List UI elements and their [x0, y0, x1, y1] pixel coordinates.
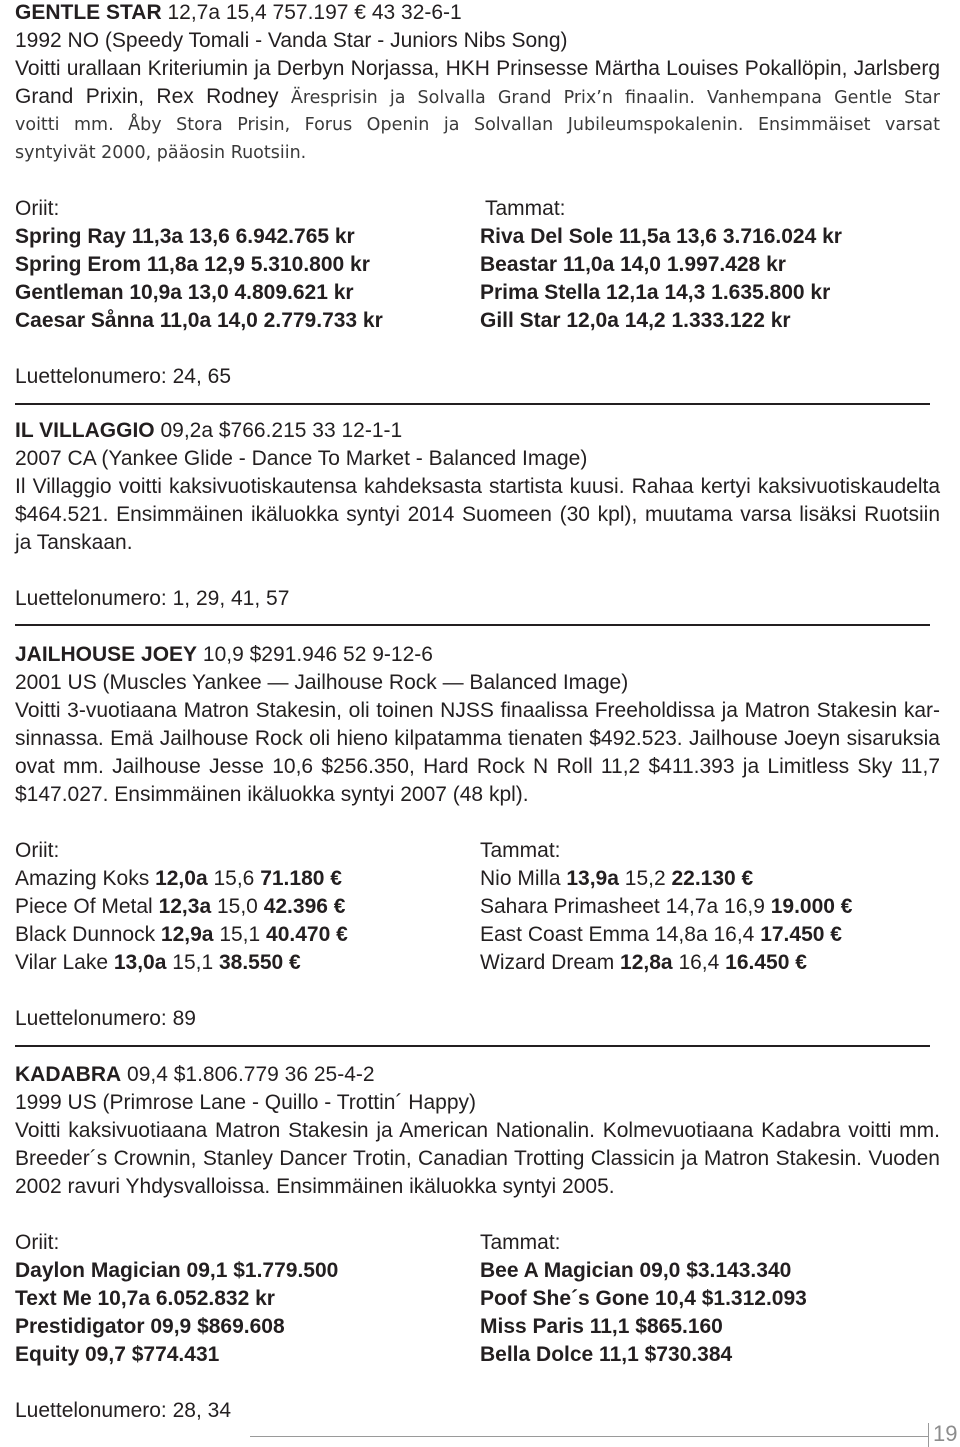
description-line: Il Villaggio voitti kaksivuotiskautensa kahdeksasta startista kuusi. Rahaa kertyi kaksivuotiskaudelta [15, 475, 940, 498]
horse-entry-kadabra [15, 1061, 945, 1425]
description-line: voitti mm. Åby Stora Prisin, Forus Openin ja Solvallan Jubileumspokalenin. Ensimmäiset varsat [15, 115, 940, 135]
offspring-item: Equity 09,7 $774.431 [15, 1343, 220, 1366]
offspring-item: Daylon Magician 09,1 $1.779.500 [15, 1259, 339, 1282]
offspring-name: Sahara Primasheet [480, 895, 660, 918]
horse-name: GENTLE STAR [15, 1, 162, 24]
horse-entry-jailhouse-joey [15, 641, 945, 1033]
description-text: Grand Prixin, Rex Rodney [15, 85, 279, 108]
offspring-earnings: 16.450 € [725, 951, 807, 974]
offspring-item: Bee A Magician 09,0 $3.143.340 [480, 1259, 792, 1282]
mares-column [480, 195, 945, 335]
catalog-number-line [15, 1005, 945, 1033]
offspring-item [480, 893, 945, 921]
pedigree-line: 2007 CA (Yankee Glide - Dance To Market - Balanced Image) [15, 447, 588, 470]
offspring-name: Nio Milla [480, 867, 561, 890]
horse-name: KADABRA [15, 1063, 122, 1086]
description-line: $147.027. Ensimmäinen ikäluokka syntyi 2007 (48 kpl). [15, 783, 529, 806]
offspring-name: Wizard Dream [480, 951, 615, 974]
offspring-item: Prestidigator 09,9 $869.608 [15, 1315, 285, 1338]
offspring-item [15, 921, 480, 949]
offspring-record: 12,8a [620, 951, 673, 974]
offspring-record: 12,3a [158, 895, 212, 918]
horse-stats: 10,9 $291.946 52 9-12-6 [202, 643, 433, 666]
offspring-item: Gill Star 12,0a 14,2 1.333.122 kr [480, 309, 791, 332]
offspring-record: 14,8a [655, 923, 708, 946]
description-line: Voitti kaksivuotiaana Matron Stakesin ja American Nationalin. Kolmevuotiaana Kadabra voitti mm. [15, 1119, 940, 1142]
horse-stats: 09,4 $1.806.779 36 25-4-2 [127, 1063, 375, 1086]
horse-entry-il-villaggio [15, 417, 945, 613]
catalog-label: Luettelonumero: [15, 1399, 167, 1422]
offspring-item: Beastar 11,0a 14,0 1.997.428 kr [480, 253, 786, 276]
description-line: Voitti 3-vuotiaana Matron Stakesin, oli toinen NJSS finaalissa Freeholdissa ja Matron Stakesin kar- [15, 699, 940, 722]
description-line: Voitti urallaan Kriteriumin ja Derbyn Norjassa, HKH Prinsesse Märtha Louises Pokallöpin, Jarlsberg [15, 57, 940, 80]
offspring-name: Piece Of Metal [15, 895, 153, 918]
offspring-item: Miss Paris 11,1 $865.160 [480, 1315, 723, 1338]
offspring-name: Black Dunnock [15, 923, 156, 946]
horse-heading [15, 1061, 945, 1089]
offspring-item [480, 921, 945, 949]
offspring-item: Prima Stella 12,1a 14,3 1.635.800 kr [480, 281, 831, 304]
offspring-earnings: 42.396 € [263, 895, 346, 918]
offspring-record: 12,9a [160, 923, 214, 946]
offspring-columns [15, 1229, 945, 1369]
description-line: Breeder´s Crownin, Stanley Dancer Trotin, Canadian Trotting Classicin ja Matron Stakesin. Vuoden [15, 1147, 940, 1170]
offspring-item: Text Me 10,7a 6.052.832 kr [15, 1287, 275, 1310]
sires-column [15, 1229, 480, 1369]
section-divider [15, 1045, 930, 1047]
offspring-record-2: 15,2 [624, 867, 666, 890]
sires-label: Oriit: [15, 839, 60, 862]
offspring-record-2: 15,0 [216, 895, 258, 918]
description-line [15, 83, 945, 111]
horse-stats: 09,2a $766.215 33 12-1-1 [160, 419, 403, 442]
offspring-record: 12,0a [155, 867, 208, 890]
page-number: 19 [933, 1421, 958, 1446]
offspring-item: Bella Dolce 11,1 $730.384 [480, 1343, 733, 1366]
sires-label: Oriit: [15, 1231, 60, 1254]
section-divider [15, 624, 930, 626]
offspring-item: Spring Ray 11,3a 13,6 6.942.765 kr [15, 225, 355, 248]
offspring-name: Vilar Lake [15, 951, 109, 974]
catalog-number-line [15, 363, 945, 391]
catalog-number-line [15, 1397, 945, 1425]
offspring-record: 13,0a [113, 951, 167, 974]
mares-label: Tammat: [485, 197, 566, 220]
offspring-earnings: 19.000 € [770, 895, 853, 918]
sires-column [15, 837, 480, 977]
footer-rule-vertical [928, 1423, 929, 1447]
section-divider [15, 403, 930, 405]
horse-name: IL VILLAGGIO [15, 419, 155, 442]
offspring-record-2: 15,1 [219, 923, 261, 946]
description-line: sinnassa. Emä Jailhouse Rock oli hieno kilpatamma tienaten $492.523. Jailhouse Joeyn sisaruksia [15, 727, 940, 750]
catalog-numbers: 1, 29, 41, 57 [172, 587, 290, 610]
offspring-columns [15, 195, 945, 335]
offspring-item: Spring Erom 11,8a 12,9 5.310.800 kr [15, 253, 370, 276]
catalog-label: Luettelonumero: [15, 587, 167, 610]
description-text: Äresprisin ja Solvalla Grand Prix’n finaalin. Vanhempana Gentle Star [290, 88, 940, 108]
footer-rule [250, 1436, 928, 1437]
offspring-item [15, 893, 480, 921]
horse-entry-gentle-star [15, 0, 945, 391]
offspring-earnings: 40.470 € [266, 923, 348, 946]
horse-heading [15, 417, 945, 445]
offspring-item [480, 949, 945, 977]
pedigree-line: 1992 NO (Speedy Tomali - Vanda Star - Juniors Nibs Song) [15, 29, 568, 52]
mares-column [480, 837, 945, 977]
catalog-number-line [15, 585, 945, 613]
pedigree-line: 1999 US (Primrose Lane - Quillo - Trottin´ Happy) [15, 1091, 477, 1114]
offspring-earnings: 38.550 € [218, 951, 301, 974]
offspring-item: Riva Del Sole 11,5a 13,6 3.716.024 kr [480, 225, 842, 248]
offspring-earnings: 17.450 € [760, 923, 842, 946]
horse-name: JAILHOUSE JOEY [15, 643, 198, 666]
description-line: ovat mm. Jailhouse Jesse 10,6 $256.350, Hard Rock N Roll 11,2 $411.393 ja Limitless Sky 11,7 [15, 755, 940, 778]
offspring-record-2: 16,4 [713, 923, 755, 946]
horse-heading [15, 641, 945, 669]
sires-column [15, 195, 480, 335]
horse-stats: 12,7a 15,4 757.197 € 43 32-6-1 [167, 1, 462, 24]
description-line: ja Tanskaan. [15, 531, 133, 554]
mares-label: Tammat: [480, 839, 561, 862]
offspring-record-2: 15,1 [172, 951, 214, 974]
catalog-numbers: 28, 34 [172, 1399, 232, 1422]
offspring-earnings: 22.130 € [671, 867, 754, 890]
catalog-numbers: 89 [172, 1007, 196, 1030]
description-line: 2002 ravuri Yhdysvalloissa. Ensimmäinen ikäluokka syntyi 2005. [15, 1175, 615, 1198]
offspring-earnings: 71.180 € [260, 867, 342, 890]
offspring-item [480, 865, 945, 893]
catalog-numbers: 24, 65 [172, 365, 232, 388]
offspring-record-2: 16,9 [724, 895, 765, 918]
offspring-item: Caesar Sånna 11,0a 14,0 2.779.733 kr [15, 309, 383, 332]
offspring-record-2: 15,6 [213, 867, 255, 890]
pedigree-line: 2001 US (Muscles Yankee — Jailhouse Rock — Balanced Image) [15, 671, 629, 694]
horse-heading [15, 0, 945, 27]
offspring-name: East Coast Emma [480, 923, 650, 946]
offspring-record: 13,9a [566, 867, 619, 890]
sires-label: Oriit: [15, 197, 60, 220]
mares-column [480, 1229, 945, 1369]
offspring-record-2: 16,4 [678, 951, 720, 974]
offspring-item [15, 865, 480, 893]
mares-label: Tammat: [480, 1231, 561, 1254]
offspring-item: Poof She´s Gone 10,4 $1.312.093 [480, 1287, 807, 1310]
catalog-label: Luettelonumero: [15, 365, 167, 388]
offspring-columns [15, 837, 945, 977]
offspring-item [15, 949, 480, 977]
description-line: syntyivät 2000, pääosin Ruotsiin. [15, 143, 307, 163]
catalog-label: Luettelonumero: [15, 1007, 167, 1030]
offspring-name: Amazing Koks [15, 867, 150, 890]
description-line: $464.521. Ensimmäinen ikäluokka syntyi 2014 Suomeen (30 kpl), muutama varsa lisäksi Ruotsiin [15, 503, 940, 526]
offspring-item: Gentleman 10,9a 13,0 4.809.621 kr [15, 281, 354, 304]
offspring-record: 14,7a [665, 895, 719, 918]
